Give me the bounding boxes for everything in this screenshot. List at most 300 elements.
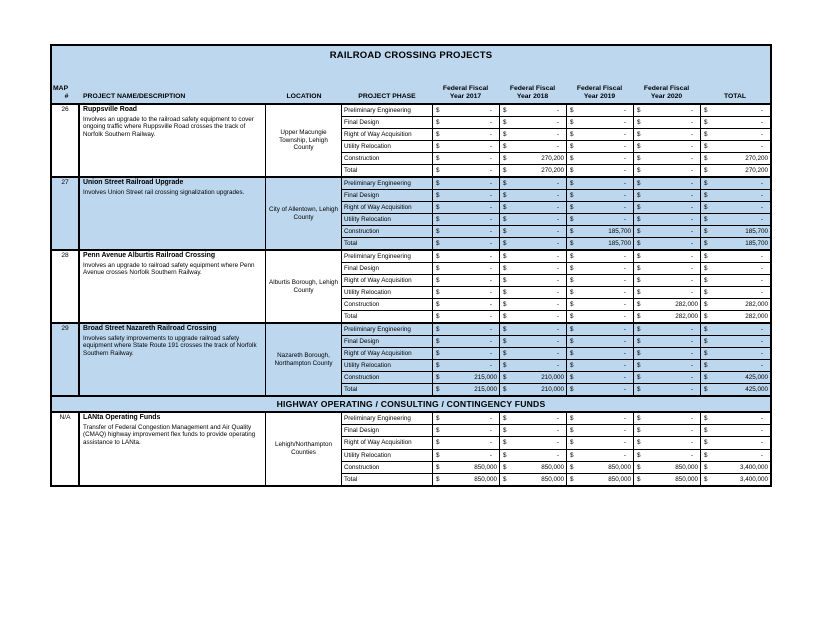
money-cell	[499, 437, 566, 448]
dollar-sign: $	[436, 386, 440, 393]
money-value: 185,700	[745, 240, 768, 247]
dollar-sign: $	[436, 415, 440, 422]
money-value: -	[760, 265, 763, 272]
phase-row	[342, 450, 770, 462]
money-value: -	[556, 228, 559, 235]
money-value: -	[623, 107, 626, 114]
money-cell	[432, 202, 499, 213]
phase-row	[342, 165, 770, 176]
dollar-sign: $	[503, 313, 507, 320]
project-name-cell	[80, 105, 266, 176]
table-title: RAILROAD CROSSING PROJECTS	[329, 50, 493, 61]
money-cell	[633, 263, 700, 274]
project-name: Union Street Railroad Upgrade	[83, 179, 184, 186]
project-name-cell	[80, 251, 266, 322]
money-cell	[633, 214, 700, 225]
dollar-sign: $	[436, 155, 440, 162]
money-value: -	[690, 326, 693, 333]
money-value: -	[556, 253, 559, 260]
money-value: -	[760, 143, 763, 150]
money-value: -	[623, 119, 626, 126]
money-value: -	[760, 216, 763, 223]
money-value: 270,200	[541, 155, 564, 162]
money-value: -	[690, 451, 693, 459]
money-cell	[566, 275, 633, 286]
money-value: -	[556, 350, 559, 357]
money-value: -	[690, 180, 693, 187]
money-value: -	[556, 180, 559, 187]
money-cell	[432, 165, 499, 176]
money-cell	[566, 129, 633, 140]
money-cell	[499, 384, 566, 395]
money-value: 185,700	[745, 228, 768, 235]
dollar-sign: $	[503, 475, 507, 483]
money-value: -	[760, 131, 763, 138]
money-value: 850,000	[474, 475, 497, 483]
money-cell	[566, 105, 633, 116]
money-value: 850,000	[608, 463, 631, 471]
money-cell	[633, 360, 700, 371]
dollar-sign: $	[570, 204, 574, 211]
money-value: -	[556, 313, 559, 320]
money-value: -	[556, 338, 559, 345]
money-cell	[700, 165, 770, 176]
project-row	[52, 178, 770, 251]
money-cell	[566, 437, 633, 448]
money-cell	[700, 178, 770, 189]
money-cell	[633, 165, 700, 176]
money-value: -	[690, 415, 693, 422]
dollar-sign: $	[503, 192, 507, 199]
money-value: -	[690, 427, 693, 435]
project-name: Broad Street Nazareth Railroad Crossing	[83, 325, 217, 332]
money-cell	[700, 141, 770, 152]
dollar-sign: $	[436, 362, 440, 369]
money-value: -	[623, 143, 626, 150]
money-value: 282,000	[745, 313, 768, 320]
phase-row	[342, 384, 770, 395]
dollar-sign: $	[570, 463, 574, 471]
money-cell	[499, 336, 566, 347]
dollar-sign: $	[503, 228, 507, 235]
money-cell	[633, 324, 700, 335]
money-cell	[432, 251, 499, 262]
money-value: 185,700	[608, 240, 631, 247]
money-cell	[700, 413, 770, 424]
phase-row	[342, 275, 770, 287]
money-cell	[700, 450, 770, 461]
project-location: Lehigh/Northampton Counties	[266, 413, 342, 485]
money-cell	[566, 165, 633, 176]
money-cell	[700, 226, 770, 237]
phase-row	[342, 462, 770, 474]
money-value: -	[623, 180, 626, 187]
dollar-sign: $	[704, 228, 708, 235]
money-cell	[700, 190, 770, 201]
money-value: -	[556, 216, 559, 223]
project-name: LANta Operating Funds	[83, 414, 161, 421]
dollar-sign: $	[503, 216, 507, 223]
money-cell	[432, 450, 499, 461]
phase-label: Construction	[344, 374, 380, 381]
dollar-sign: $	[436, 192, 440, 199]
money-value: -	[690, 289, 693, 296]
dollar-sign: $	[570, 338, 574, 345]
money-cell	[432, 360, 499, 371]
money-cell	[566, 324, 633, 335]
phase-row	[342, 226, 770, 238]
money-cell	[499, 141, 566, 152]
dollar-sign: $	[704, 427, 708, 435]
phase-label: Right of Way Acquisition	[344, 131, 412, 138]
dollar-sign: $	[570, 362, 574, 369]
money-value: -	[760, 427, 763, 435]
dollar-sign: $	[570, 427, 574, 435]
money-cell	[633, 311, 700, 322]
dollar-sign: $	[436, 204, 440, 211]
dollar-sign: $	[637, 228, 641, 235]
money-value: -	[760, 350, 763, 357]
money-value: -	[489, 107, 492, 114]
dollar-sign: $	[637, 253, 641, 260]
dollar-sign: $	[436, 439, 440, 447]
money-value: -	[760, 107, 763, 114]
money-cell	[633, 105, 700, 116]
dollar-sign: $	[436, 228, 440, 235]
money-value: -	[556, 427, 559, 435]
dollar-sign: $	[637, 463, 641, 471]
project-name-cell	[80, 413, 266, 485]
dollar-sign: $	[436, 265, 440, 272]
money-cell	[700, 105, 770, 116]
phase-label: Total	[344, 313, 358, 320]
money-value: -	[690, 277, 693, 284]
project-description: Involves an upgrade to the railroad safety equipment to cover ongoing traffic where Ruppsville Road crosses the track of Norfolk Southern Railway.	[83, 115, 254, 138]
dollar-sign: $	[637, 107, 641, 114]
money-value: -	[556, 204, 559, 211]
money-value: -	[690, 107, 693, 114]
dollar-sign: $	[637, 350, 641, 357]
money-value: -	[623, 439, 626, 447]
dollar-sign: $	[570, 415, 574, 422]
money-value: 3,400,000	[739, 475, 768, 483]
dollar-sign: $	[704, 338, 708, 345]
money-value: 185,700	[608, 228, 631, 235]
column-header-ffy2018: Federal Fiscal Year 2018	[509, 85, 556, 101]
money-value: -	[690, 240, 693, 247]
funding-table	[50, 44, 772, 487]
phase-row	[342, 202, 770, 214]
money-value: -	[623, 338, 626, 345]
money-cell	[700, 372, 770, 383]
money-value: -	[556, 362, 559, 369]
dollar-sign: $	[436, 338, 440, 345]
phase-grid	[342, 324, 770, 395]
money-cell	[432, 462, 499, 473]
money-value: -	[623, 374, 626, 381]
project-description: Involves safety improvements to upgrade railroad safety equipment where State Route 191 crosses the track of Norfolk Southern Railway.	[83, 334, 257, 357]
money-value: 270,200	[541, 167, 564, 174]
money-cell	[432, 311, 499, 322]
dollar-sign: $	[436, 463, 440, 471]
dollar-sign: $	[503, 350, 507, 357]
dollar-sign: $	[704, 167, 708, 174]
money-cell	[432, 474, 499, 485]
money-value: -	[623, 427, 626, 435]
dollar-sign: $	[503, 143, 507, 150]
money-value: 282,000	[675, 313, 698, 320]
phase-label: Preliminary Engineering	[344, 326, 411, 333]
money-value: -	[556, 119, 559, 126]
phase-row	[342, 311, 770, 322]
dollar-sign: $	[704, 277, 708, 284]
phase-grid	[342, 178, 770, 249]
money-cell	[499, 348, 566, 359]
money-cell	[700, 360, 770, 371]
dollar-sign: $	[704, 301, 708, 308]
money-cell	[633, 474, 700, 485]
money-cell	[499, 413, 566, 424]
dollar-sign: $	[570, 143, 574, 150]
money-cell	[499, 190, 566, 201]
money-value: -	[623, 155, 626, 162]
phase-label: Final Design	[344, 192, 379, 199]
money-value: -	[690, 192, 693, 199]
money-value: -	[690, 167, 693, 174]
money-cell	[566, 372, 633, 383]
phase-row	[342, 437, 770, 449]
money-value: -	[690, 131, 693, 138]
money-value: -	[690, 216, 693, 223]
dollar-sign: $	[637, 475, 641, 483]
money-cell	[700, 474, 770, 485]
phase-label: Right of Way Acquisition	[344, 439, 412, 447]
phase-row	[342, 299, 770, 311]
money-cell	[700, 437, 770, 448]
money-cell	[700, 348, 770, 359]
dollar-sign: $	[436, 301, 440, 308]
dollar-sign: $	[436, 350, 440, 357]
money-value: -	[556, 451, 559, 459]
dollar-sign: $	[503, 301, 507, 308]
money-cell	[566, 425, 633, 436]
money-value: 850,000	[608, 475, 631, 483]
money-cell	[633, 348, 700, 359]
money-cell	[566, 474, 633, 485]
dollar-sign: $	[637, 374, 641, 381]
money-cell	[432, 214, 499, 225]
dollar-sign: $	[704, 326, 708, 333]
money-cell	[633, 462, 700, 473]
money-cell	[432, 348, 499, 359]
dollar-sign: $	[436, 119, 440, 126]
money-value: 850,000	[541, 463, 564, 471]
money-cell	[499, 360, 566, 371]
phase-row	[342, 178, 770, 190]
money-cell	[566, 348, 633, 359]
phase-label: Preliminary Engineering	[344, 107, 411, 114]
dollar-sign: $	[503, 338, 507, 345]
column-header-location: LOCATION	[286, 93, 322, 101]
money-value: -	[489, 167, 492, 174]
dollar-sign: $	[503, 463, 507, 471]
money-cell	[432, 384, 499, 395]
column-header-ffy2017: Federal Fiscal Year 2017	[442, 85, 489, 101]
column-header-name: PROJECT NAME/DESCRIPTION	[83, 93, 186, 101]
money-cell	[633, 129, 700, 140]
dollar-sign: $	[704, 240, 708, 247]
money-cell	[499, 263, 566, 274]
phase-row	[342, 336, 770, 348]
phase-row	[342, 105, 770, 117]
money-cell	[566, 384, 633, 395]
dollar-sign: $	[570, 350, 574, 357]
project-description: Involves Union Street rail crossing signalization upgrades.	[83, 188, 245, 196]
money-value: -	[556, 415, 559, 422]
money-cell	[700, 311, 770, 322]
project-location: Nazareth Borough, Northampton County	[266, 324, 342, 395]
money-value: -	[760, 439, 763, 447]
dollar-sign: $	[570, 253, 574, 260]
money-value: -	[690, 155, 693, 162]
phase-label: Construction	[344, 301, 380, 308]
project-location: Alburtis Borough, Lehigh County	[266, 251, 342, 322]
money-value: -	[556, 131, 559, 138]
dollar-sign: $	[503, 326, 507, 333]
dollar-sign: $	[637, 216, 641, 223]
money-value: -	[489, 313, 492, 320]
phase-label: Construction	[344, 155, 380, 162]
dollar-sign: $	[637, 131, 641, 138]
dollar-sign: $	[704, 265, 708, 272]
money-value: -	[489, 427, 492, 435]
money-cell	[566, 311, 633, 322]
money-value: 210,000	[541, 374, 564, 381]
dollar-sign: $	[503, 362, 507, 369]
money-cell	[566, 360, 633, 371]
dollar-sign: $	[637, 289, 641, 296]
money-cell	[432, 299, 499, 310]
money-value: -	[489, 216, 492, 223]
money-cell	[700, 275, 770, 286]
money-value: -	[623, 265, 626, 272]
dollar-sign: $	[503, 451, 507, 459]
phase-label: Total	[344, 386, 358, 393]
dollar-sign: $	[637, 338, 641, 345]
map-number: 26	[52, 105, 80, 176]
project-row	[52, 324, 770, 397]
dollar-sign: $	[570, 289, 574, 296]
money-cell	[700, 117, 770, 128]
project-description: Involves an upgrade to railroad safety equipment where Penn Avenue crosses Norfolk Southern Railway.	[83, 261, 255, 277]
dollar-sign: $	[436, 180, 440, 187]
money-cell	[700, 462, 770, 473]
money-value: -	[623, 386, 626, 393]
dollar-sign: $	[704, 362, 708, 369]
money-value: 270,200	[745, 167, 768, 174]
dollar-sign: $	[503, 119, 507, 126]
dollar-sign: $	[436, 451, 440, 459]
money-value: -	[489, 362, 492, 369]
phase-row	[342, 287, 770, 299]
money-value: -	[489, 119, 492, 126]
phase-row	[342, 153, 770, 165]
dollar-sign: $	[570, 167, 574, 174]
dollar-sign: $	[503, 180, 507, 187]
phase-row	[342, 348, 770, 360]
phase-grid	[342, 251, 770, 322]
phase-row	[342, 129, 770, 141]
phase-row	[342, 141, 770, 153]
money-cell	[566, 202, 633, 213]
dollar-sign: $	[570, 228, 574, 235]
dollar-sign: $	[570, 313, 574, 320]
dollar-sign: $	[704, 374, 708, 381]
phase-label: Utility Relocation	[344, 289, 391, 296]
money-value: 850,000	[675, 475, 698, 483]
dollar-sign: $	[637, 265, 641, 272]
phase-label: Final Design	[344, 427, 379, 435]
phase-label: Right of Way Acquisition	[344, 350, 412, 357]
money-value: -	[690, 119, 693, 126]
money-cell	[432, 425, 499, 436]
money-cell	[432, 437, 499, 448]
dollar-sign: $	[503, 155, 507, 162]
money-cell	[633, 287, 700, 298]
dollar-sign: $	[570, 451, 574, 459]
money-cell	[432, 336, 499, 347]
dollar-sign: $	[637, 386, 641, 393]
money-cell	[700, 425, 770, 436]
money-cell	[566, 251, 633, 262]
dollar-sign: $	[570, 277, 574, 284]
dollar-sign: $	[570, 439, 574, 447]
money-value: -	[760, 253, 763, 260]
column-header-ffy2020: Federal Fiscal Year 2020	[643, 85, 690, 101]
money-cell	[700, 153, 770, 164]
money-cell	[432, 372, 499, 383]
money-cell	[633, 413, 700, 424]
money-value: -	[489, 131, 492, 138]
dollar-sign: $	[704, 143, 708, 150]
dollar-sign: $	[704, 119, 708, 126]
money-cell	[566, 153, 633, 164]
dollar-sign: $	[704, 463, 708, 471]
money-value: 210,000	[541, 386, 564, 393]
money-cell	[633, 141, 700, 152]
column-header-row	[52, 85, 770, 103]
phase-label: Preliminary Engineering	[344, 253, 411, 260]
money-value: 3,400,000	[739, 463, 768, 471]
phase-row	[342, 263, 770, 275]
phase-label: Final Design	[344, 119, 379, 126]
dollar-sign: $	[704, 289, 708, 296]
dollar-sign: $	[503, 374, 507, 381]
money-value: -	[489, 265, 492, 272]
project-name-cell	[80, 178, 266, 249]
phase-row	[342, 214, 770, 226]
money-value: -	[690, 386, 693, 393]
money-cell	[566, 450, 633, 461]
dollar-sign: $	[570, 240, 574, 247]
money-value: -	[690, 253, 693, 260]
dollar-sign: $	[704, 216, 708, 223]
money-cell	[432, 141, 499, 152]
dollar-sign: $	[570, 155, 574, 162]
money-cell	[432, 287, 499, 298]
phase-label: Construction	[344, 228, 380, 235]
dollar-sign: $	[704, 180, 708, 187]
